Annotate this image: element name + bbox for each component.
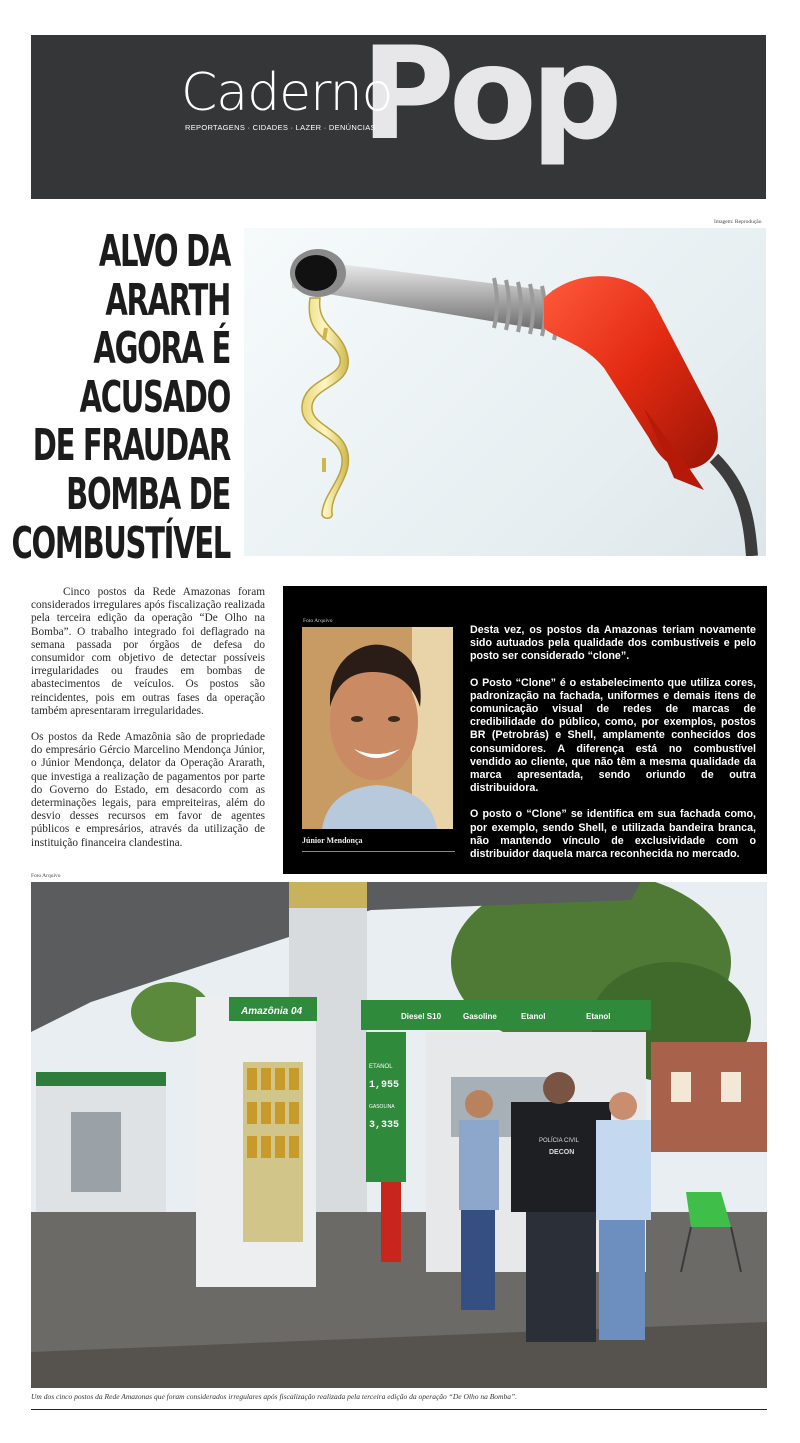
people [459,1072,651,1342]
portrait-credit: Foto Arquivo [303,618,333,624]
portrait-caption: Júnior Mendonça [302,836,363,845]
fuel-nozzle-illustration [244,228,766,556]
masthead-caderno: Caderno [181,63,393,123]
masthead-pop: Pop [361,35,617,169]
sidebar-box [283,586,767,874]
price-value: 1,955 [369,1080,400,1091]
sign-gasoline: Gasoline [463,1012,497,1021]
gas-station-photo [31,882,767,1388]
hero-image [244,228,766,556]
gas-station-illustration [31,882,767,1388]
masthead [31,35,766,199]
article-paragraph: Cinco postos da Rede Amazonas foram considerados irregulares após fiscalização realizada pela terceira edição da operação “De Olho na Bomba”. O trabalho integrado foi deflagrado na semana passada por órgãos de defesa do consumidor com objetivo de detectar possíveis irregularidades ou fraudes em bombas de abastecimentos de veículos. Os postos são reincidentes, pois em outras fases da operação também apresentaram irregularidades. [31,586,265,717]
portrait-photo [302,627,453,829]
headline-line: DE FRAUDAR [32,420,230,472]
shirt-text: DECON [549,1149,575,1156]
headline [0,228,230,568]
sign-station: Amazônia 04 [241,1006,303,1017]
shirt-text: POLÍCIA CIVIL [539,1138,580,1144]
sidebar-paragraph: O Posto “Clone” é o estabelecimento que utiliza cores, padronização na fachada, uniformes e demais itens de comunicação visual de redes de marcas de credibilidade do público, como, por exemplos, postos BR (Petrobrás) e Shell, amplamente conhecidos dos consumidores. A diferença está no combustível vendido ao cliente, que não têm a mesma qualidade da marca apresentada, sendo oriundo de outra distribuidora. [470,676,756,795]
photo-credit: Foto Arquivo [31,873,61,879]
sign-etanol: Etanol [521,1012,546,1021]
price-value: 3,335 [369,1120,400,1131]
sign-etanol: Etanol [586,1012,611,1021]
headline-line: AGORA É [93,323,231,375]
bottom-divider [31,1409,767,1410]
portrait-illustration [302,627,453,829]
masthead-tagline: REPORTAGENS · CIDADES · LAZER · DENÚNCIAS [185,123,376,132]
sign-diesel: Diesel S10 [401,1012,442,1021]
headline-line: BOMBA DE [66,468,230,520]
caption-divider [302,851,455,852]
sidebar-paragraph: O posto o “Clone” se identifica em sua fachada como, por exemplo, sendo Shell, e utilizada bandeira branca, não mantendo vínculo de exclusividade com o distribuidor daquela marca reconhecida no mercado. [470,808,756,861]
price-label-gasolina: GASOLINA [369,1104,395,1110]
hero-credit: Imagem: Reprodução [714,219,762,225]
photo-caption: Um dos cinco postos da Rede Amazonas que foram considerados irregulares após fiscalização realizada pela terceira edição da operação “De Olho na Bomba”. [31,1392,517,1401]
article-paragraph: Os postos da Rede Amazônia são de propriedade do empresário Gércio Marcelino Mendonça Júnior, o Júnior Mendonça, delator da Operação Ararath, que investiga a realização de pagamentos por parte do Governo do Estado, em desacordo com as determinações legais, para empreiteiras, além do desvio desses recursos em favor de agentes públicos e empresários, através da utilização de instituição financeira clandestina. [31,731,265,849]
headline-line: ARARTH [105,274,230,326]
article-body [31,586,265,863]
sidebar-paragraph: Desta vez, os postos da Amazonas teriam novamente sido autuados pela qualidade dos combustíveis e pelo posto ser considerado “clone”. [470,624,756,663]
headline-line: ALVO DA [98,226,230,277]
headline-line: COMBUSTÍVEL [11,517,230,569]
price-label-etanol: ETANOL [369,1064,393,1070]
headline-line: ACUSADO [79,371,230,423]
sidebar-text [470,624,756,874]
